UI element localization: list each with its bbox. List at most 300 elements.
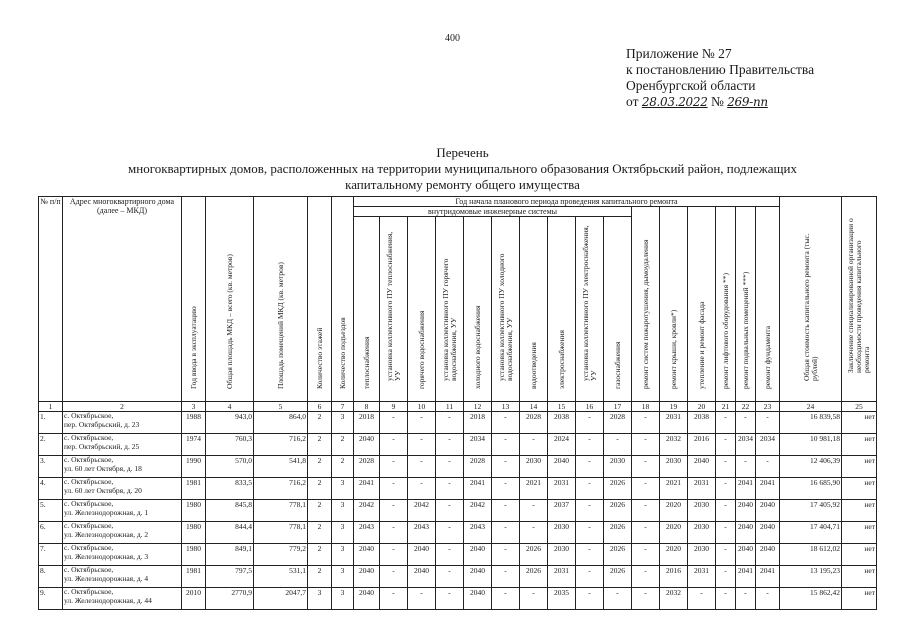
row-address: [63, 522, 182, 544]
table-cell: -: [380, 478, 408, 500]
table-cell: нет: [842, 566, 877, 588]
table-cell: -: [380, 434, 408, 456]
table-row: [39, 500, 877, 522]
title-line1: Перечень: [436, 145, 489, 160]
table-cell: -: [688, 588, 716, 610]
column-number: 4: [206, 402, 254, 412]
address-line1: с. Октябрьское,: [64, 565, 114, 574]
table-cell: 2037: [548, 500, 576, 522]
table-cell: 2040: [354, 434, 380, 456]
address-line1: с. Октябрьское,: [64, 587, 114, 596]
column-number: 2: [63, 402, 182, 412]
table-cell: 2: [308, 500, 332, 522]
table-cell: 2042: [354, 500, 380, 522]
table-cell: -: [756, 588, 780, 610]
column-number: 12: [464, 402, 492, 412]
table-cell: 2026: [604, 500, 632, 522]
table-cell: 2: [332, 434, 354, 456]
address-line2: ул. Железнодорожная, д. 44: [64, 595, 152, 605]
column-number: 7: [332, 402, 354, 412]
decree-date: 28.03.2022: [641, 95, 708, 109]
column-number: 15: [548, 402, 576, 412]
table-cell: -: [408, 588, 436, 610]
title-line3: капитальному ремонту общего имущества: [345, 177, 580, 192]
table-cell: 2026: [520, 544, 548, 566]
table-cell: -: [436, 500, 464, 522]
header-address: Адрес многоквартирного дома (далее – МКД): [63, 197, 182, 402]
appendix-line3: Оренбургской области: [626, 78, 756, 93]
table-cell: 3: [332, 566, 354, 588]
column-number: 25: [842, 402, 877, 412]
header-num: № п/п: [39, 197, 63, 402]
table-cell: 2031: [548, 566, 576, 588]
table-cell: -: [436, 566, 464, 588]
table-cell: 16 839,58: [780, 412, 842, 434]
table-cell: -: [756, 456, 780, 478]
table-cell: 2043: [408, 522, 436, 544]
table-cell: 1980: [182, 500, 206, 522]
table-cell: 3: [332, 478, 354, 500]
table-cell: 1974: [182, 434, 206, 456]
table-cell: 2030: [548, 544, 576, 566]
row-number: 3.: [39, 456, 63, 478]
repair-table: [38, 196, 877, 610]
table-cell: -: [632, 500, 660, 522]
table-cell: нет: [842, 434, 877, 456]
header-facade: утепление и ремонт фасада: [688, 207, 716, 402]
header-roof: ремонт крыши, кровли*): [660, 207, 688, 402]
table-cell: -: [576, 500, 604, 522]
header-entrances: Количество подъездов: [332, 197, 354, 402]
table-cell: 2030: [688, 500, 716, 522]
address-line2: пер. Октябрьский, д. 25: [64, 441, 140, 451]
address-line1: с. Октябрьское,: [64, 543, 114, 552]
table-cell: -: [736, 588, 756, 610]
table-cell: -: [520, 434, 548, 456]
table-cell: 2: [332, 456, 354, 478]
table-cell: 2041: [756, 478, 780, 500]
appendix-block: [626, 46, 814, 110]
table-cell: 18 612,02: [780, 544, 842, 566]
table-cell: 2040: [354, 544, 380, 566]
table-row: [39, 478, 877, 500]
table-cell: 2040: [354, 566, 380, 588]
row-number: 8.: [39, 566, 63, 588]
table-cell: 844,4: [206, 522, 254, 544]
table-cell: -: [380, 544, 408, 566]
table-cell: -: [604, 588, 632, 610]
table-cell: 2041: [736, 566, 756, 588]
row-address: [63, 456, 182, 478]
column-number: 17: [604, 402, 632, 412]
table-row: [39, 412, 877, 434]
table-cell: 760,3: [206, 434, 254, 456]
table-cell: -: [492, 478, 520, 500]
header-elevator: ремонт лифтового оборудования **): [716, 207, 736, 402]
header-premises-area: Площадь помещений МКД (кв. метров): [254, 197, 308, 402]
table-cell: 2035: [548, 588, 576, 610]
table-cell: -: [576, 478, 604, 500]
table-cell: 2770,9: [206, 588, 254, 610]
table-cell: 2028: [604, 412, 632, 434]
address-line1: с. Октябрьское,: [64, 521, 114, 530]
header-sewer: водоотведения: [520, 217, 548, 402]
table-cell: 1981: [182, 478, 206, 500]
table-cell: -: [576, 588, 604, 610]
table-cell: -: [436, 478, 464, 500]
table-cell: 2018: [354, 412, 380, 434]
table-cell: 2026: [604, 478, 632, 500]
column-number: 19: [660, 402, 688, 412]
table-cell: 3: [308, 588, 332, 610]
header-power-meter: установка коллективного ПУ электроснабжения, УУ: [576, 217, 604, 402]
table-cell: 13 195,23: [780, 566, 842, 588]
table-cell: -: [576, 456, 604, 478]
table-cell: 2038: [688, 412, 716, 434]
table-cell: 716,2: [254, 478, 308, 500]
table-cell: 2: [308, 522, 332, 544]
row-address: [63, 500, 182, 522]
header-gas: газоснабжения: [604, 217, 632, 402]
table-cell: 15 862,42: [780, 588, 842, 610]
table-cell: -: [436, 456, 464, 478]
table-cell: 2030: [688, 522, 716, 544]
table-cell: -: [632, 478, 660, 500]
address-line1: с. Октябрьское,: [64, 499, 114, 508]
document-title: [60, 145, 865, 193]
column-number: 10: [408, 402, 436, 412]
table-cell: 2042: [408, 500, 436, 522]
table-cell: 2031: [688, 478, 716, 500]
table-cell: -: [576, 566, 604, 588]
table-cell: 2047,7: [254, 588, 308, 610]
table-cell: 778,1: [254, 500, 308, 522]
table-cell: 3: [332, 588, 354, 610]
table-cell: 2034: [736, 434, 756, 456]
table-cell: нет: [842, 500, 877, 522]
table-cell: -: [492, 588, 520, 610]
table-cell: -: [716, 566, 736, 588]
column-number: 21: [716, 402, 736, 412]
row-number: 4.: [39, 478, 63, 500]
table-cell: нет: [842, 588, 877, 610]
column-number: 6: [308, 402, 332, 412]
table-cell: -: [436, 544, 464, 566]
table-row: [39, 544, 877, 566]
column-number: 3: [182, 402, 206, 412]
table-cell: -: [380, 522, 408, 544]
header-conclusion: Заключение специализированной организации о необходимости проведения капитального ремонта: [842, 197, 877, 402]
header-cold-meter: установка коллективного ПУ холодного водоснабжения, УУ: [492, 217, 520, 402]
table-cell: -: [492, 566, 520, 588]
table-cell: -: [492, 434, 520, 456]
table-cell: нет: [842, 412, 877, 434]
header-year-built: Год ввода в эксплуатацию: [182, 197, 206, 402]
address-line1: с. Октябрьское,: [64, 455, 114, 464]
header-systems-group: внутридомовые инженерные системы: [354, 207, 632, 217]
table-cell: 833,5: [206, 478, 254, 500]
table-cell: 3: [332, 544, 354, 566]
row-number: 5.: [39, 500, 63, 522]
table-cell: 2021: [660, 478, 688, 500]
column-number: 9: [380, 402, 408, 412]
page-number: 400: [445, 33, 460, 44]
decree-number: 269-пп: [727, 95, 768, 109]
address-line1: с. Октябрьское,: [64, 411, 114, 420]
table-cell: -: [380, 412, 408, 434]
table-cell: 2038: [548, 412, 576, 434]
table-cell: -: [632, 434, 660, 456]
table-cell: -: [576, 412, 604, 434]
table-cell: -: [436, 434, 464, 456]
table-cell: 2024: [548, 434, 576, 456]
table-cell: 2040: [464, 566, 492, 588]
table-cell: 2031: [660, 412, 688, 434]
address-line1: с. Октябрьское,: [64, 477, 114, 486]
address-line1: с. Октябрьское,: [64, 433, 114, 442]
table-cell: 2020: [660, 544, 688, 566]
table-cell: 2010: [182, 588, 206, 610]
table-cell: 864,0: [254, 412, 308, 434]
appendix-line2: к постановлению Правительства: [626, 62, 815, 77]
table-cell: 2040: [736, 522, 756, 544]
column-number: 24: [780, 402, 842, 412]
table-cell: 2030: [688, 544, 716, 566]
header-heat: теплоснабжения: [354, 217, 380, 402]
row-address: [63, 434, 182, 456]
table-cell: -: [380, 566, 408, 588]
table-cell: 779,2: [254, 544, 308, 566]
row-number: 1.: [39, 412, 63, 434]
table-cell: 2034: [756, 434, 780, 456]
table-cell: 2030: [520, 456, 548, 478]
column-number: 1: [39, 402, 63, 412]
table-cell: -: [380, 500, 408, 522]
table-cell: 2043: [464, 522, 492, 544]
table-cell: -: [520, 522, 548, 544]
table-cell: 1980: [182, 544, 206, 566]
table-cell: 845,8: [206, 500, 254, 522]
address-line2: пер. Октябрьский, д. 23: [64, 419, 140, 429]
table-cell: 2: [308, 434, 332, 456]
table-cell: 12 406,39: [780, 456, 842, 478]
table-cell: 570,0: [206, 456, 254, 478]
table-cell: -: [492, 456, 520, 478]
table-cell: 2040: [736, 500, 756, 522]
header-total-cost: Общая стоимость капитального ремонта (тыс. рублей): [780, 197, 842, 402]
table-cell: -: [632, 566, 660, 588]
table-cell: -: [716, 500, 736, 522]
table-cell: 2040: [688, 456, 716, 478]
table-cell: -: [436, 522, 464, 544]
table-cell: 2034: [464, 434, 492, 456]
table-cell: -: [736, 412, 756, 434]
table-cell: -: [632, 522, 660, 544]
table-cell: 1990: [182, 456, 206, 478]
table-cell: -: [632, 544, 660, 566]
table-cell: -: [716, 412, 736, 434]
table-cell: 3: [332, 500, 354, 522]
table-cell: -: [492, 412, 520, 434]
appendix-date-line: [626, 94, 814, 110]
address-line2: ул. Железнодорожная, д. 1: [64, 507, 149, 517]
table-cell: 2040: [756, 500, 780, 522]
table-cell: 2040: [548, 456, 576, 478]
table-cell: 2028: [520, 412, 548, 434]
table-cell: 2031: [688, 566, 716, 588]
table-cell: нет: [842, 544, 877, 566]
address-line2: ул. Железнодорожная, д. 2: [64, 529, 149, 539]
header-total-area: Общая площадь МКД – всего (кв. метров): [206, 197, 254, 402]
header-hot-water: горячего водоснабжения: [408, 217, 436, 402]
table-cell: 2040: [354, 588, 380, 610]
column-number: 16: [576, 402, 604, 412]
header-hot-meter: установка коллективного ПУ горячего водоснабжения, УУ: [436, 217, 464, 402]
table-cell: -: [380, 456, 408, 478]
table-cell: 17 404,71: [780, 522, 842, 544]
table-cell: 797,5: [206, 566, 254, 588]
column-number: 11: [436, 402, 464, 412]
table-cell: 17 405,92: [780, 500, 842, 522]
table-cell: 2028: [354, 456, 380, 478]
table-cell: -: [380, 588, 408, 610]
table-cell: -: [408, 434, 436, 456]
table-cell: 1981: [182, 566, 206, 588]
table-cell: 2: [308, 566, 332, 588]
table-cell: 2030: [604, 456, 632, 478]
header-basement: ремонт подвальных помещений ***): [736, 207, 756, 402]
table-cell: 2040: [408, 566, 436, 588]
column-number: 5: [254, 402, 308, 412]
row-address: [63, 478, 182, 500]
row-number: 6.: [39, 522, 63, 544]
table-cell: -: [436, 588, 464, 610]
table-cell: 2041: [354, 478, 380, 500]
row-number: 9.: [39, 588, 63, 610]
table-cell: 2031: [548, 478, 576, 500]
table-cell: 2040: [756, 544, 780, 566]
table-cell: 2041: [736, 478, 756, 500]
table-cell: 2021: [520, 478, 548, 500]
table-cell: 2016: [660, 566, 688, 588]
table-cell: 2040: [408, 544, 436, 566]
table-cell: 2042: [464, 500, 492, 522]
row-address: [63, 412, 182, 434]
table-cell: -: [576, 544, 604, 566]
table-cell: 2028: [464, 456, 492, 478]
table-cell: 2: [308, 544, 332, 566]
num-prefix: №: [707, 94, 728, 109]
column-number: 13: [492, 402, 520, 412]
appendix-line1: Приложение № 27: [626, 46, 732, 61]
table-row: [39, 566, 877, 588]
table-cell: -: [492, 522, 520, 544]
table-cell: 2026: [604, 522, 632, 544]
table-cell: 531,1: [254, 566, 308, 588]
header-foundation: ремонт фундамента: [756, 207, 780, 402]
table-row: [39, 456, 877, 478]
table-cell: 1988: [182, 412, 206, 434]
table-cell: 2040: [464, 544, 492, 566]
table-row: [39, 588, 877, 610]
table-cell: 943,0: [206, 412, 254, 434]
table-cell: -: [716, 434, 736, 456]
table-cell: 2043: [354, 522, 380, 544]
table-cell: 2026: [520, 566, 548, 588]
table-cell: 2032: [660, 434, 688, 456]
table-cell: -: [520, 588, 548, 610]
table-cell: 3: [332, 522, 354, 544]
table-cell: 2: [308, 478, 332, 500]
table-cell: 2041: [756, 566, 780, 588]
table-cell: -: [632, 588, 660, 610]
row-address: [63, 588, 182, 610]
table-cell: 849,1: [206, 544, 254, 566]
table-cell: нет: [842, 522, 877, 544]
column-number-row: [39, 402, 877, 412]
table-cell: -: [408, 412, 436, 434]
column-number: 18: [632, 402, 660, 412]
title-line2: многоквартирных домов, расположенных на территории муниципального образования Октябрьский район, подлежащих: [128, 161, 797, 176]
table-cell: -: [716, 522, 736, 544]
table-cell: 1980: [182, 522, 206, 544]
column-number: 22: [736, 402, 756, 412]
row-number: 7.: [39, 544, 63, 566]
row-address: [63, 566, 182, 588]
table-cell: 2040: [736, 544, 756, 566]
table-cell: -: [408, 478, 436, 500]
header-power: электроснабжения: [548, 217, 576, 402]
table-cell: 2026: [604, 544, 632, 566]
address-line2: ул. 60 лет Октября, д. 18: [64, 463, 142, 473]
table-cell: -: [632, 456, 660, 478]
table-cell: 2040: [464, 588, 492, 610]
table-cell: 2032: [660, 588, 688, 610]
table-cell: 2020: [660, 522, 688, 544]
table-cell: -: [520, 500, 548, 522]
table-cell: 541,8: [254, 456, 308, 478]
table-cell: -: [408, 456, 436, 478]
header-cold-water: холодного водоснабжения: [464, 217, 492, 402]
column-number: 14: [520, 402, 548, 412]
table-cell: 778,1: [254, 522, 308, 544]
column-number: 23: [756, 402, 780, 412]
table-cell: 2030: [660, 456, 688, 478]
table-cell: 2: [308, 456, 332, 478]
address-line2: ул. Железнодорожная, д. 4: [64, 573, 149, 583]
table-cell: -: [492, 544, 520, 566]
date-prefix: от: [626, 94, 642, 109]
table-cell: -: [576, 434, 604, 456]
table-cell: 2040: [756, 522, 780, 544]
table-cell: -: [604, 434, 632, 456]
table-cell: -: [716, 544, 736, 566]
row-number: 2.: [39, 434, 63, 456]
table-cell: -: [492, 500, 520, 522]
row-address: [63, 544, 182, 566]
table-cell: -: [756, 412, 780, 434]
address-line2: ул. Железнодорожная, д. 3: [64, 551, 149, 561]
header-fire: ремонт систем пожаротушения, дымоудаления: [632, 207, 660, 402]
table-row: [39, 522, 877, 544]
table-cell: 2016: [688, 434, 716, 456]
table-cell: 2030: [548, 522, 576, 544]
table-cell: 10 981,18: [780, 434, 842, 456]
table-cell: 2: [308, 412, 332, 434]
table-cell: нет: [842, 456, 877, 478]
column-number: 20: [688, 402, 716, 412]
table-cell: -: [436, 412, 464, 434]
